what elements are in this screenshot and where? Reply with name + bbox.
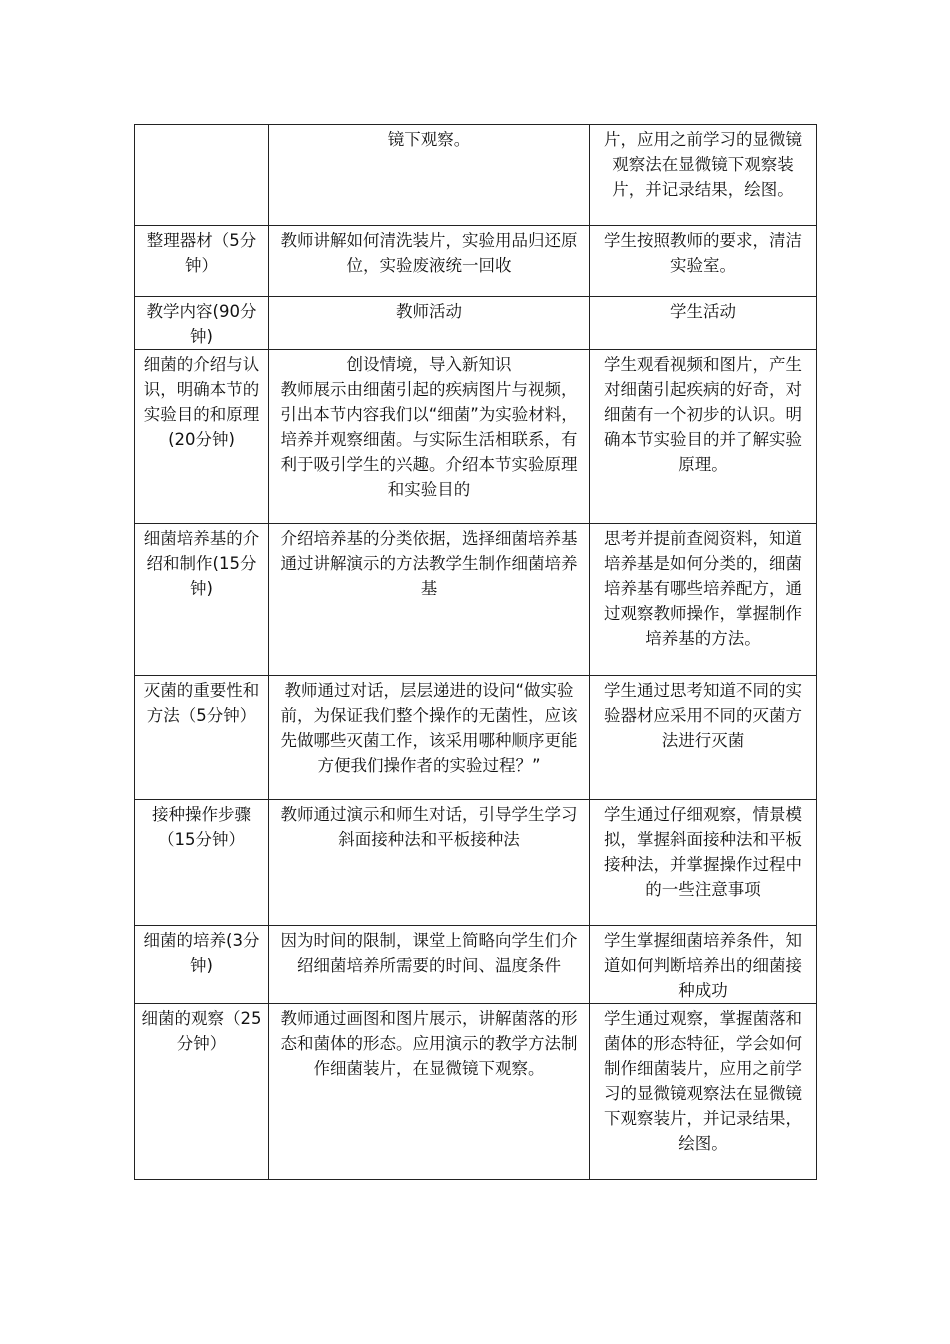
teacher-activity-cell: 因为时间的限制，课堂上简略向学生们介绍细菌培养所需要的时间、温度条件 [269, 926, 590, 1004]
teacher-activity-cell: 教师讲解如何清洗装片，实验用品归还原位，实验废液统一回收 [269, 226, 590, 297]
student-activity-cell: 学生掌握细菌培养条件，知道如何判断培养出的细菌接种成功 [590, 926, 817, 1004]
stage-cell: 细菌的培养(3分钟) [135, 926, 269, 1004]
student-activity-cell: 学生通过观察，掌握菌落和菌体的形态特征，学会如何制作细菌装片，应用之前学习的显微镜观察法在显微镜下观察装片，并记录结果，绘图。 [590, 1004, 817, 1180]
student-activity-cell: 学生通过仔细观察，情景模拟，掌握斜面接种法和平板接种法，并掌握操作过程中的一些注意事项 [590, 800, 817, 926]
stage-cell: 细菌的观察（25分钟） [135, 1004, 269, 1180]
header-teacher-activity: 教师活动 [269, 297, 590, 350]
table-row [135, 125, 817, 226]
lesson-plan-table [134, 124, 817, 1180]
header-student-activity: 学生活动 [590, 297, 817, 350]
table-row [135, 350, 817, 524]
student-activity-cell: 学生按照教师的要求，清洁实验室。 [590, 226, 817, 297]
table-row [135, 524, 817, 676]
table-row [135, 800, 817, 926]
table-row [135, 926, 817, 1004]
table-header-row [135, 297, 817, 350]
teacher-activity-cell [269, 350, 590, 524]
teacher-activity-cell: 教师通过对话，层层递进的设问“做实验前，为保证我们整个操作的无菌性，应该先做哪些灭菌工作，该采用哪种顺序更能方便我们操作者的实验过程？” [269, 676, 590, 800]
stage-cell [135, 125, 269, 226]
stage-cell: 接种操作步骤（15分钟） [135, 800, 269, 926]
teacher-activity-cell: 教师通过画图和图片展示，讲解菌落的形态和菌体的形态。应用演示的教学方法制作细菌装片，在显微镜下观察。 [269, 1004, 590, 1180]
stage-cell: 整理器材（5分钟） [135, 226, 269, 297]
student-activity-cell: 学生通过思考知道不同的实验器材应采用不同的灭菌方法进行灭菌 [590, 676, 817, 800]
teacher-activity-cell: 教师通过演示和师生对话，引导学生学习斜面接种法和平板接种法 [269, 800, 590, 926]
stage-cell: 灭菌的重要性和方法（5分钟） [135, 676, 269, 800]
student-activity-cell: 思考并提前查阅资料，知道培养基是如何分类的，细菌培养基有哪些培养配方，通过观察教师操作，掌握制作培养基的方法。 [590, 524, 817, 676]
student-activity-cell: 学生观看视频和图片，产生对细菌引起疾病的好奇，对细菌有一个初步的认识。明确本节实验目的并了解实验原理。 [590, 350, 817, 524]
student-activity-cell: 片，应用之前学习的显微镜观察法在显微镜下观察装片，并记录结果，绘图。 [590, 125, 817, 226]
table-row [135, 1004, 817, 1180]
stage-cell: 细菌培养基的介绍和制作(15分钟) [135, 524, 269, 676]
activity-subtitle: 创设情境，导入新知识 [346, 355, 512, 374]
teacher-activity-cell: 介绍培养基的分类依据，选择细菌培养基通过讲解演示的方法教学生制作细菌培养基 [269, 524, 590, 676]
stage-cell: 细菌的介绍与认识，明确本节的实验目的和原理(20分钟) [135, 350, 269, 524]
header-teaching-content: 教学内容(90分钟) [135, 297, 269, 350]
table-row [135, 676, 817, 800]
teacher-activity-cell: 镜下观察。 [269, 125, 590, 226]
table-row [135, 226, 817, 297]
activity-text: 教师展示由细菌引起的疾病图片与视频，引出本节内容我们以“细菌”为实验材料，培养并观察细菌。与实际生活相联系，有利于吸引学生的兴趣。介绍本节实验原理和实验目的 [280, 380, 578, 499]
